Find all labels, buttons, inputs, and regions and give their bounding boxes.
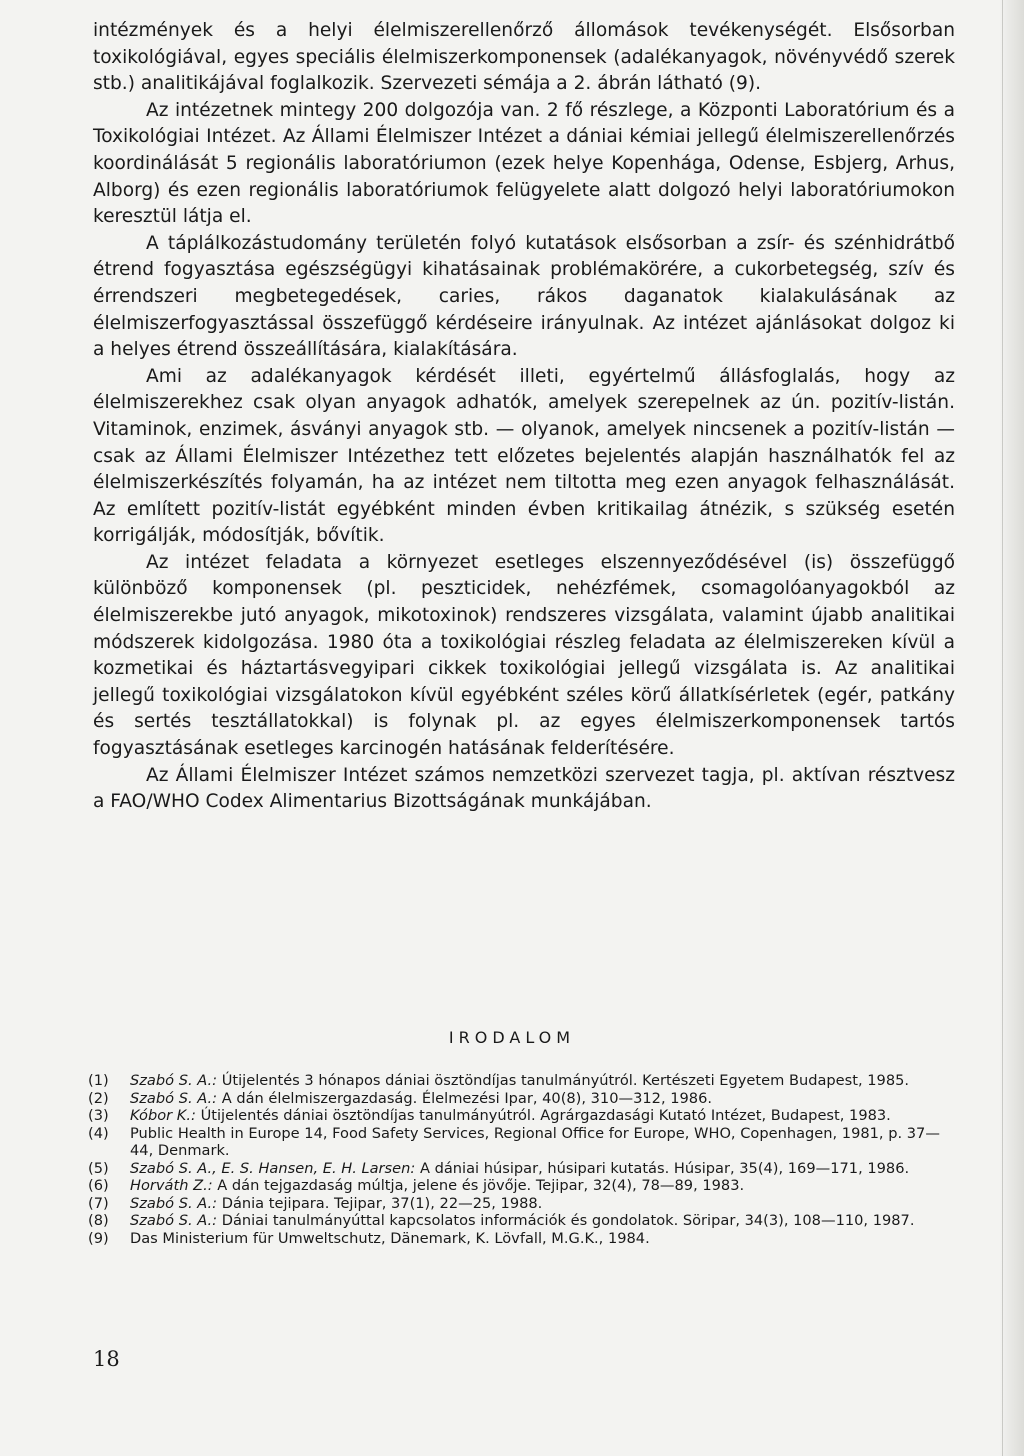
reference-text: A dániai húsipar, húsipari kutatás. Húsipar, 35(4), 169—171, 1986. (415, 1159, 910, 1177)
page-edge-line (1002, 0, 1003, 1456)
reference-number: (1) (88, 1072, 109, 1089)
reference-item (88, 1072, 958, 1090)
paragraph-5: Az intézet feladata a környezet esetleges elszennyeződésével (is) összefüggő különböző komponensek (pl. peszticidek, nehézfémek, csomagolóanyagokból az élelmiszerekbe jutó anyagok, mikotoxinok) rendszeres vizsgálata, valamint újabb analitikai módszerek kidolgozása. 1980 óta a toxikológiai részleg feladata az élelmiszereken kívül a kozmetikai és háztartásvegyipari cikkek toxikológiai jellegű vizsgálata is. Az analitikai jellegű toxikológiai vizsgálatokon kívül egyébként széles körű állatkísérletek (egér, patkány és sertés tesztállatokkal) is folynak pl. az egyes élelmiszerkomponensek tartós fogyasztásának esetleges karcinogén hatásának felderítésére. (93, 551, 955, 760)
reference-number: (8) (88, 1212, 109, 1229)
reference-item (88, 1160, 958, 1178)
reference-item (88, 1195, 958, 1213)
reference-number: (7) (88, 1194, 109, 1212)
reference-number: (5) (88, 1159, 109, 1177)
reference-text: Public Health in Europe 14, Food Safety Services, Regional Office for Europe, WHO, Copenhagen, 1981, p. 37—44, Denmark. (130, 1124, 940, 1159)
reference-text: Das Ministerium für Umweltschutz, Dänemark, K. Lövfall, M.G.K., 1984. (130, 1229, 650, 1247)
reference-item (88, 1107, 958, 1125)
reference-text: A dán tejgazdaság múltja, jelene és jövője. Tejipar, 32(4), 78—89, 1983. (212, 1177, 745, 1194)
reference-author: Horváth Z.: (130, 1177, 213, 1194)
reference-item (88, 1212, 958, 1230)
reference-author: Kóbor K.: (130, 1107, 196, 1124)
paragraph-1: intézmények és a helyi élelmiszerellenőrző állomások tevékenységét. Elsősorban toxikológiával, egyes speciális élelmiszerkomponensek (adalékanyagok, növényvédő szerek stb.) analitikájával foglalkozik. Szervezeti sémája a 2. ábrán látható (9). (93, 20, 955, 95)
paragraph-6: Az Állami Élelmiszer Intézet számos nemzetközi szervezet tagja, pl. aktívan résztvesz a FAO/WHO Codex Alimentarius Bizottságának munkájában. (93, 764, 955, 813)
reference-text: A dán élelmiszergazdaság. Élelmezési Ipar, 40(8), 310—312, 1986. (217, 1089, 713, 1107)
reference-number: (4) (88, 1124, 109, 1142)
reference-author: Szabó S. A.: (130, 1089, 218, 1107)
reference-text: Útijelentés dániai ösztöndíjas tanulmányútról. Agrárgazdasági Kutató Intézet, Budapest, 1983. (195, 1107, 891, 1124)
reference-item (88, 1177, 958, 1195)
reference-item (88, 1125, 958, 1160)
reference-item (88, 1090, 958, 1108)
page-number: 18 (93, 1347, 120, 1371)
references-list (88, 1072, 958, 1247)
body-text (93, 18, 955, 816)
reference-number: (2) (88, 1089, 109, 1107)
reference-text: Útijelentés 3 hónapos dániai ösztöndíjas tanulmányútról. Kertészeti Egyetem Budapest, 1985. (217, 1072, 910, 1089)
paragraph-2: Az intézetnek mintegy 200 dolgozója van. 2 fő részlege, a Központi Laboratórium és a Toxikológiai Intézet. Az Állami Élelmiszer Intézet a dániai kémiai jellegű élelmiszerellenőrzés koordinálását 5 regionális laboratóriumon (ezek helye Kopenhága, Odense, Esbjerg, Arhus, Alborg) és ezen regionális laboratóriumok felügyelete alatt dolgozó helyi laboratóriumokon keresztül látja el. (93, 99, 955, 228)
paragraph-3: A táplálkozástudomány területén folyó kutatások elsősorban a zsír- és szénhidrátbő étrend fogyasztása egészségügyi kihatásainak problémakörére, a cukorbetegség, szív és érrendszeri megbetegedések, caries, rákos daganatok kialakulásának az élelmiszerfogyasztással összefüggő kérdéseire irányulnak. Az intézet ajánlásokat dolgoz ki a helyes étrend összeállítására, kialakítására. (93, 232, 955, 361)
reference-item (88, 1230, 958, 1248)
reference-author: Szabó S. A.: (130, 1194, 218, 1212)
reference-number: (3) (88, 1107, 109, 1124)
reference-author: Szabó S. A., E. S. Hansen, E. H. Larsen: (130, 1159, 416, 1177)
reference-author: Szabó S. A.: (130, 1072, 218, 1089)
reference-author: Szabó S. A.: (130, 1212, 218, 1229)
page-edge-shadow (1000, 0, 1024, 1456)
references-heading: IRODALOM (448, 1028, 576, 1047)
paragraph-4: Ami az adalékanyagok kérdését illeti, egyértelmű állásfoglalás, hogy az élelmiszerekhez csak olyan anyagok adhatók, amelyek szerepelnek az ún. pozitív-listán. Vitaminok, enzimek, ásványi anyagok stb. — olyanok, amelyek nincsenek a pozitív-listán — csak az Állami Élelmiszer Intézethez tett előzetes bejelentés alapján használhatók fel az élelmiszerkészítés folyamán, ha az intézet nem tiltotta meg ezen anyagok felhasználását. Az említett pozitív-listát egyébként minden évben kritikailag átnézik, s szükség esetén korrigálják, módosítják, bővítik. (93, 365, 955, 547)
reference-text: Dánia tejipara. Tejipar, 37(1), 22—25, 1988. (217, 1194, 543, 1212)
reference-number: (6) (88, 1177, 109, 1194)
reference-number: (9) (88, 1229, 109, 1247)
reference-text: Dániai tanulmányúttal kapcsolatos információk és gondolatok. Söripar, 34(3), 108—110, 1987. (217, 1212, 915, 1229)
